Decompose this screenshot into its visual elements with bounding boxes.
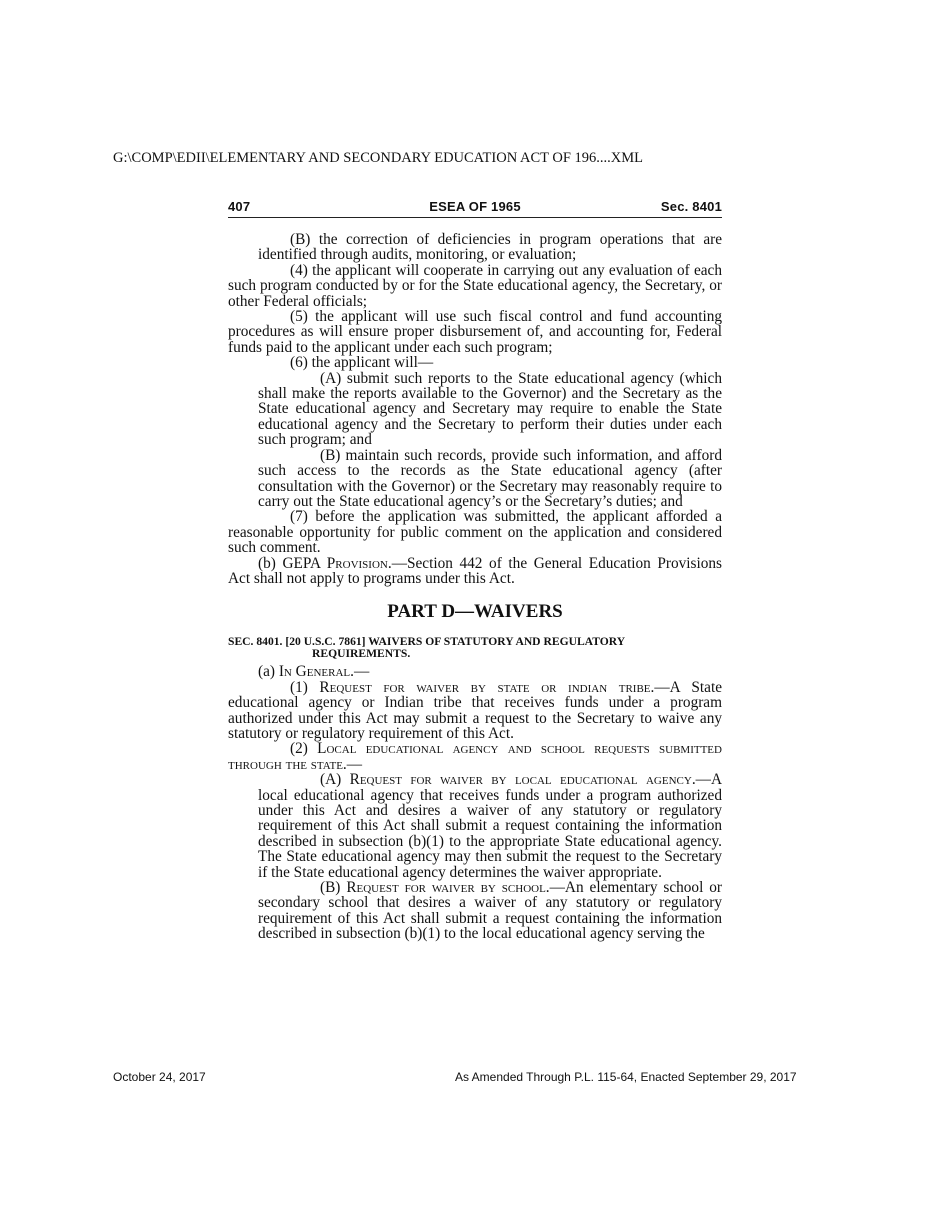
running-head (228, 197, 722, 218)
paragraph-heading: Local educational agency and school requests submitted through the state. (228, 740, 722, 773)
paragraph-heading: GEPA Provision. (282, 554, 392, 572)
paragraph-4 (228, 263, 722, 309)
paragraph-heading: Request for waiver by local educational agency. (349, 771, 696, 789)
paragraph-lead: (b) (258, 554, 283, 572)
paragraph-text: —An elementary school or secondary school that desires a waiver of any statutory or regulatory requirement of this Act shall submit a request containing the information described in subsection (b)(1) to the local educational agency serving the (258, 879, 722, 943)
paragraph-b (228, 556, 722, 587)
paragraph-text: (A) submit such reports to the State educational agency (which shall make the reports available to the Governor) and the Secretary as the State educational agency and Secretary may require to enable the State educational agency and the Secretary to perform their duties under each such program; and (258, 369, 722, 449)
running-head-title: ESEA OF 1965 (429, 199, 521, 214)
file-path: G:\COMP\EDII\ELEMENTARY AND SECONDARY EDUCATION ACT OF 196....XML (113, 150, 643, 166)
paragraph-6B (228, 448, 722, 510)
paragraph-a2A (228, 772, 722, 880)
paragraph-lead: (2) (290, 740, 318, 758)
paragraph-lead: (1) (290, 678, 320, 696)
running-head-section: Sec. 8401 (660, 199, 722, 214)
paragraph-a1 (228, 680, 722, 742)
paragraph-lead: (a) (258, 663, 279, 681)
paragraph-a2B (228, 880, 722, 942)
paragraph-text: —A State educational agency or Indian tribe that receives funds under a program authorized under this Act may submit a request to the Secretary to waive any statutory or regulatory requirement of this Act. (228, 678, 723, 742)
paragraph-heading: Request for waiver by state or indian tribe. (319, 678, 655, 696)
section-heading-line: REQUIREMENTS. (312, 647, 411, 661)
paragraph-text: — (346, 755, 363, 773)
paragraph-heading: In General. (278, 663, 354, 681)
paragraph-text: — (353, 663, 370, 681)
paragraph-text: (7) before the application was submitted, the applicant afforded a reasonable opportunity for public comment on the application and considered such comment. (228, 508, 722, 557)
paragraph-5 (228, 309, 722, 355)
section-heading-line: SEC. 8401. [20 U.S.C. 7861] WAIVERS OF STATUTORY AND REGULATORY (228, 635, 626, 649)
paragraph-lead: (B) (320, 879, 347, 897)
part-heading: PART D—WAIVERS (387, 601, 563, 623)
page-number: 407 (228, 199, 251, 214)
paragraph-lead: (A) (320, 771, 350, 789)
paragraph-heading: Request for waiver by school. (346, 879, 550, 897)
footer-date: October 24, 2017 (113, 1070, 206, 1084)
paragraph-3B (196, 232, 722, 263)
paragraph-text: —Section 442 of the General Education Provisions Act shall not apply to programs under this Act. (228, 554, 722, 587)
paragraph-a2 (228, 741, 722, 772)
paragraph-text: (4) the applicant will cooperate in carrying out any evaluation of each such program conducted by or for the State educational agency, the Secretary, or other Federal officials; (228, 261, 722, 310)
paragraph-a (228, 664, 722, 679)
page-body (228, 232, 722, 942)
section-heading (228, 636, 722, 660)
paragraph-6 (228, 355, 722, 370)
paragraph-text: (B) maintain such records, provide such information, and afford such access to the records as the State educational agency (after consultation with the Governor) or the Secretary may reasonably require to carry out the State educational agency’s or the Secretary’s duties; and (258, 446, 722, 510)
paragraph-6A (228, 371, 722, 448)
paragraph-text: (B) the correction of deficiencies in program operations that are identified through audits, monitoring, or evaluation; (258, 231, 722, 264)
paragraph-text: (6) the applicant will— (290, 354, 434, 372)
footer-amended: As Amended Through P.L. 115-64, Enacted September 29, 2017 (455, 1070, 797, 1084)
paragraph-text: —A local educational agency that receives funds under a program authorized under this Act and desires a waiver of any statutory or regulatory requirement of this Act shall submit a request containing the information described in subsection (b)(1) to the appropriate State educational agency. The State educational agency may then submit the request to the Secretary if the State educational agency determines the waiver appropriate. (258, 771, 723, 881)
paragraph-text: (5) the applicant will use such fiscal control and fund accounting procedures as will ensure proper disbursement of, and accounting for, Federal funds paid to the applicant under each such program; (228, 308, 722, 356)
paragraph-7 (228, 509, 722, 555)
